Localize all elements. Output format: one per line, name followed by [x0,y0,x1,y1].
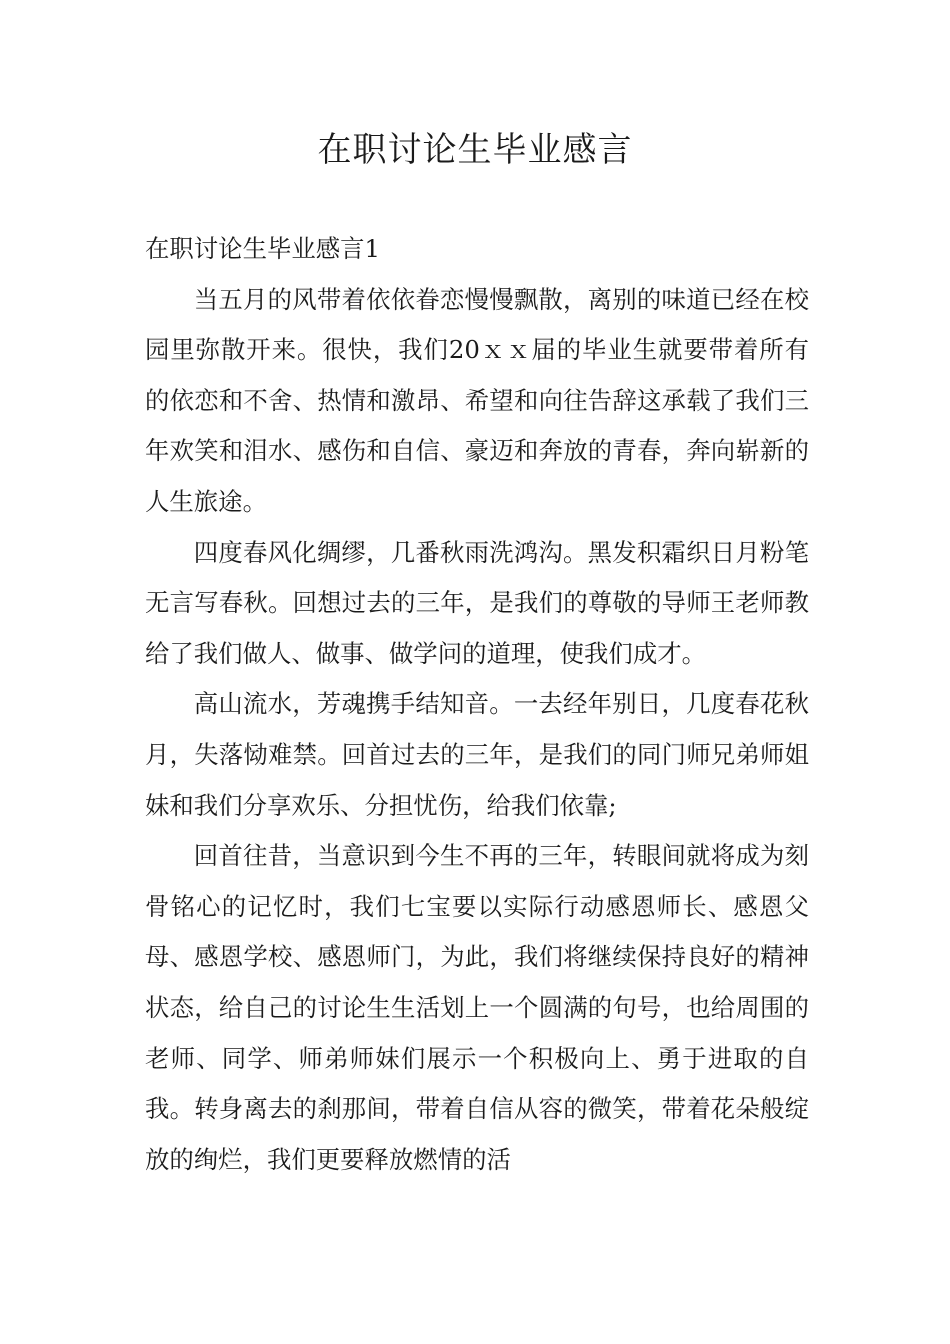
document-body [145,224,809,1185]
paragraph-4: 回首往昔，当意识到今生不再的三年，转眼间就将成为刻骨铭心的记忆时，我们七宝要以实际行动感恩师长、感恩父母、感恩学校、感恩师门，为此，我们将继续保持良好的精神状态，给自己的讨论生生活划上一个圆满的句号，也给周围的老师、同学、师弟师妹们展示一个积极向上、勇于进取的自我。转身离去的刹那间，带着自信从容的微笑，带着花朵般绽放的绚烂，我们更要释放燃情的活 [145,841,809,1174]
paragraph-2: 四度春风化绸缪，几番秋雨洗鸿沟。黑发积霜织日月粉笔无言写春秋。回想过去的三年，是我们的尊敬的导师王老师教给了我们做人、做事、做学问的道理，使我们成才。 [145,537,809,668]
paragraph-1: 当五月的风带着依依眷恋慢慢飘散，离别的味道已经在校园里弥散开来。很快，我们20ｘｘ届的毕业生就要带着所有的依恋和不舍、热情和激昂、希望和向往告辞这承载了我们三年欢笑和泪水、感伤和自信、豪迈和奔放的青春，奔向崭新的人生旅途。 [145,284,809,516]
section-heading: 在职讨论生毕业感言1 [145,234,381,263]
paragraph-3: 高山流水，芳魂携手结知音。一去经年别日，几度春花秋月，失落恸难禁。回首过去的三年，是我们的同门师兄弟师姐妹和我们分享欢乐、分担忧伤，给我们依靠; [145,689,809,820]
document-title: 在职讨论生毕业感言 [317,130,633,170]
